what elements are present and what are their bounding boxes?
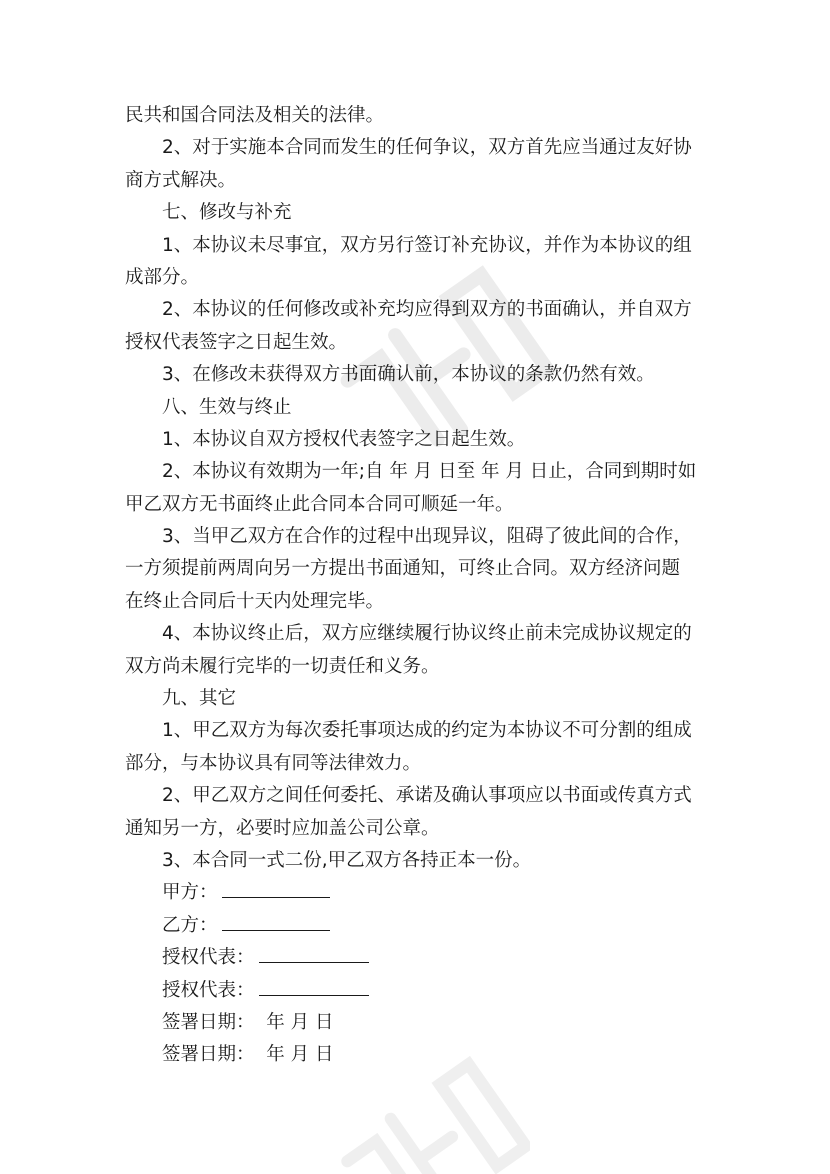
heading-text: 七、修改与补充	[162, 202, 292, 224]
paragraph	[125, 521, 710, 618]
text-line: 1、本协议未尽事宜，双方另行签订补充协议，并作为本协议的组	[162, 234, 692, 256]
section-heading	[125, 197, 710, 229]
paragraph	[125, 715, 710, 780]
paragraph	[125, 294, 710, 359]
text-line: 商方式解决。	[125, 169, 237, 191]
text-line: 双方尚未履行完毕的一切责任和义务。	[125, 655, 440, 677]
text-line: 2、本协议的任何修改或补充均应得到双方的书面确认，并自双方	[162, 299, 692, 321]
text-line: 3、在修改未获得双方书面确认前，本协议的条款仍然有效。	[162, 364, 655, 386]
text-line: 部分，与本协议具有同等法律效力。	[125, 752, 422, 774]
paragraph	[125, 618, 710, 683]
rep-a-blank-line	[259, 944, 369, 963]
heading-text: 八、生效与终止	[162, 396, 292, 418]
text-line: 授权代表签字之日起生效。	[125, 331, 348, 353]
paragraph	[125, 780, 710, 845]
text-line: 甲乙双方无书面终止此合同本合同可顺延一年。	[125, 493, 514, 515]
text-line: 成部分。	[125, 266, 200, 288]
paragraph	[125, 132, 710, 197]
text-line: 3、当甲乙双方在合作的过程中出现异议，阻碍了彼此间的合作，	[162, 526, 692, 548]
paragraph	[125, 230, 710, 295]
rep-b-blank-line	[259, 977, 369, 996]
signature-party-b	[125, 910, 710, 942]
text-line: 2、对于实施本合同而发生的任何争议，双方首先应当通过友好协	[162, 137, 692, 159]
text-line: 3、本合同一式二份,甲乙双方各持正本一份。	[162, 849, 532, 871]
signature-rep-a	[125, 942, 710, 974]
text-line: 2、本协议有效期为一年;自 年 月 日至 年 月 日止，合同到期时如	[162, 461, 697, 483]
party-b-label: 乙方：	[162, 914, 218, 936]
paragraph	[125, 456, 710, 521]
signature-date-b: 签署日期： 年 月 日	[162, 1044, 334, 1066]
text-line: 在终止合同后十天内处理完毕。	[125, 590, 385, 612]
party-b-blank-line	[222, 912, 330, 931]
party-a-label: 甲方：	[162, 882, 218, 904]
text-line: 一方须提前两周向另一方提出书面通知，可终止合同。双方经济问题	[125, 558, 681, 580]
party-a-blank-line	[222, 879, 330, 898]
signature-rep-b	[125, 975, 710, 1007]
section-heading	[125, 683, 710, 715]
rep-b-label: 授权代表：	[162, 979, 255, 1001]
text-line: 2、甲乙双方之间任何委托、承诺及确认事项应以书面或传真方式	[162, 785, 692, 807]
signature-date-a: 签署日期： 年 月 日	[162, 1011, 334, 1033]
text-line: 1、甲乙双方为每次委托事项达成的约定为本协议不可分割的组成	[162, 720, 692, 742]
paragraph	[125, 424, 710, 456]
text-line: 4、本协议终止后，双方应继续履行协议终止前未完成协议规定的	[162, 623, 692, 645]
rep-a-label: 授权代表：	[162, 947, 255, 969]
text-line: 民共和国合同法及相关的法律。	[125, 105, 385, 126]
text-line: 通知另一方，必要时应加盖公司公章。	[125, 817, 440, 839]
paragraph	[125, 359, 710, 391]
section-heading	[125, 392, 710, 424]
paragraph	[125, 100, 710, 132]
heading-text: 九、其它	[162, 688, 237, 710]
paragraph	[125, 845, 710, 877]
text-line: 1、本协议自双方授权代表签字之日起生效。	[162, 428, 526, 450]
signature-party-a	[125, 877, 710, 909]
signature-block	[125, 877, 710, 1071]
contract-body	[125, 100, 710, 1072]
